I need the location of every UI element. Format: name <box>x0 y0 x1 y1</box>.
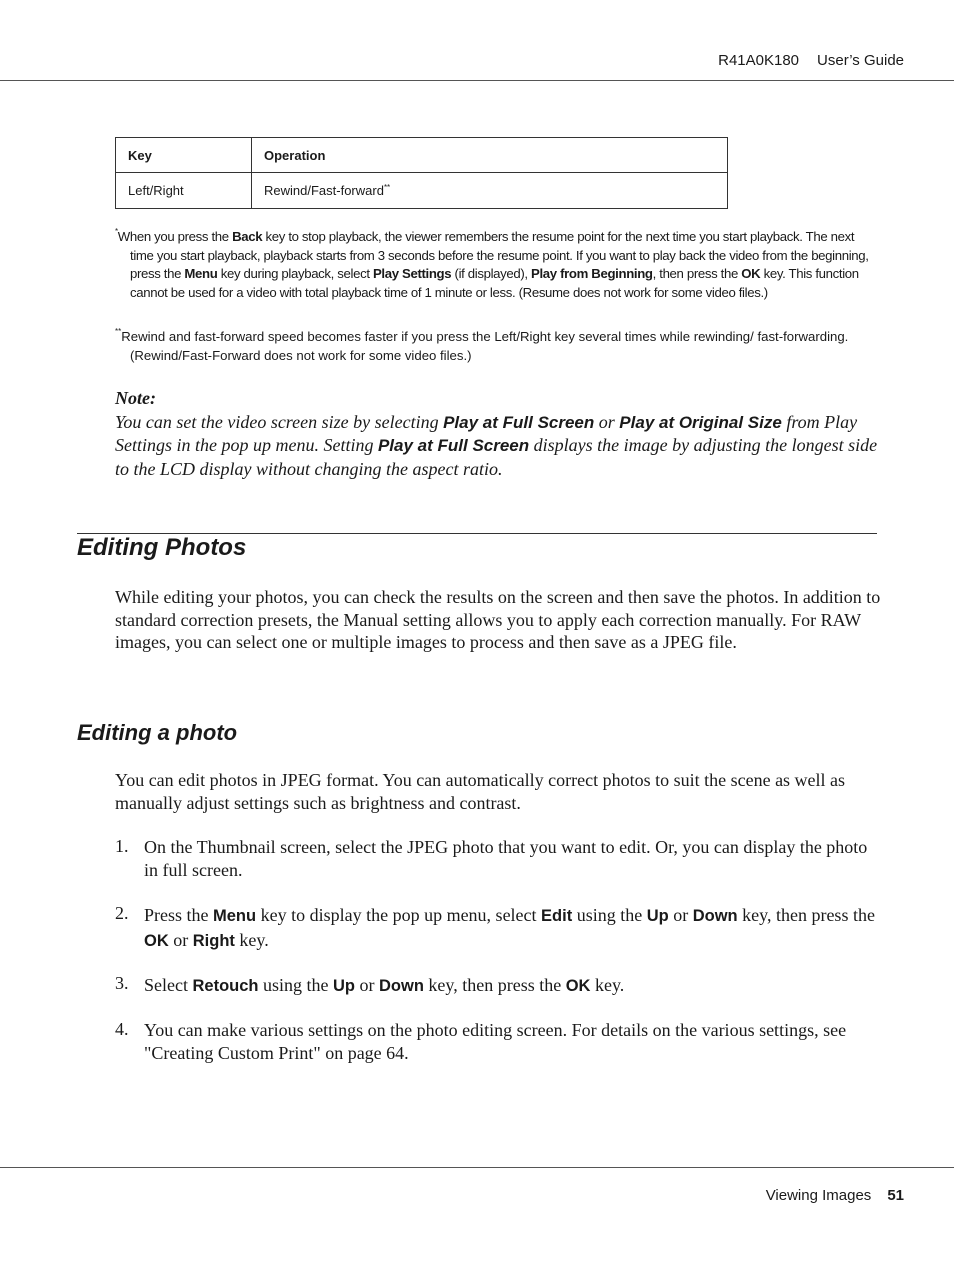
text: using the <box>572 905 647 925</box>
key-name: Down <box>692 907 738 925</box>
key-name: OK <box>565 977 591 995</box>
running-footer <box>766 1187 904 1204</box>
step-number: 3. <box>115 973 129 993</box>
note-keyword: Play at Full Screen <box>377 436 530 455</box>
note-text: from Play Settings in the pop up menu. Setting <box>115 411 858 455</box>
header-divider <box>0 80 954 81</box>
text: key to display the pop up menu, select <box>256 905 542 925</box>
step-1 <box>115 836 880 881</box>
note-keyword: Play at Full Screen <box>443 412 595 432</box>
step-3 <box>115 973 880 998</box>
fn-text: When you press the <box>117 229 233 244</box>
note-keyword: Play at Original Size <box>619 412 782 432</box>
doc-code: R41A0K180 <box>718 52 800 69</box>
section-title: Editing Photos <box>77 534 247 561</box>
subsection-title: Editing a photo <box>77 720 238 745</box>
step-text <box>144 973 880 998</box>
fn-text: key. This function cannot be used for a video with total playback time of 1 minute or less. (Resume does not work for some video files.) <box>130 266 859 300</box>
column-header-key: Key <box>116 138 252 173</box>
step-text <box>144 903 880 953</box>
text: or <box>668 905 693 925</box>
note-title: Note: <box>115 388 156 408</box>
text: Press the <box>144 905 213 925</box>
text: Select <box>144 975 193 995</box>
footnote-2 <box>115 328 880 365</box>
key-name: OK <box>144 932 169 950</box>
subsection-intro: You can edit photos in JPEG format. You can automatically correct photos to suit the scene as well as manually adjust settings such as brightness and contrast. <box>115 770 846 813</box>
step-text: On the Thumbnail screen, select the JPEG photo that you want to edit. Or, you can display the photo in full screen. <box>144 837 868 880</box>
step-number: 2. <box>115 903 129 923</box>
footnote-2-text <box>115 328 880 365</box>
key-name: Up <box>332 977 355 995</box>
text: key, then press the <box>423 975 566 995</box>
footer-divider <box>0 1167 954 1168</box>
fn-text: (if displayed), <box>451 266 532 282</box>
text: or <box>354 975 379 995</box>
step-number: 4. <box>115 1019 129 1039</box>
section-intro: While editing your photos, you can check the results on the screen and then save the photos. In addition to standard correction presets, the Manual setting allows you to apply each correction manually. For RAW images, you can select one or multiple images to process and then save as a JPEG file. <box>115 587 881 652</box>
text: using the <box>258 975 333 995</box>
footnote-1 <box>115 228 880 302</box>
fn-text: , then press the <box>652 266 742 282</box>
footnote-ref: ** <box>383 183 391 192</box>
footnote-1-text <box>115 228 880 302</box>
fn-key: Play Settings <box>372 266 452 282</box>
footnote-mark: * <box>115 227 118 236</box>
note-body <box>115 411 885 482</box>
key-name: Edit <box>541 907 573 925</box>
key-name: Down <box>378 977 424 995</box>
footnote-mark: ** <box>115 327 122 336</box>
footer-section-name: Viewing Images <box>765 1187 872 1204</box>
running-header <box>718 52 904 69</box>
column-header-operation: Operation <box>252 138 728 173</box>
step-number: 1. <box>115 836 129 856</box>
fn-text: key to stop playback, the viewer remembers the resume point for the next time you start playback. The next time you start playback, playback starts from 3 seconds before the resume point. If you want to play back the video from the beginning, press the <box>130 229 869 282</box>
text: key, then press the <box>737 905 875 925</box>
doc-title: User’s Guide <box>817 52 904 69</box>
key-name: Right <box>192 932 235 950</box>
note-text: displays the image by adjusting the longest side to the LCD display without changing the aspect ratio. <box>115 435 878 479</box>
text: or <box>168 930 193 950</box>
fn-key: Menu <box>184 266 218 282</box>
step-4 <box>115 1019 880 1064</box>
text: key. <box>590 975 625 995</box>
operation-text: Rewind/Fast-forward <box>264 183 384 198</box>
step-text: You can make various settings on the photo editing screen. For details on the various settings, see "Creating Custom Print" on page 64. <box>144 1020 847 1063</box>
key-name: Up <box>646 907 669 925</box>
key-operation-table <box>115 137 728 209</box>
fn-key: Back <box>232 229 263 244</box>
key-name: Retouch <box>192 977 259 995</box>
text: key. <box>234 930 269 950</box>
note-block <box>115 387 885 481</box>
fn-text: key during playback, select <box>217 266 373 282</box>
key-name: Menu <box>213 907 257 925</box>
page-number: 51 <box>887 1187 904 1204</box>
key-cell: Left/Right <box>116 173 252 209</box>
table-row <box>116 173 728 209</box>
fn-key: Play from Beginning <box>531 266 653 282</box>
operation-cell <box>252 173 728 209</box>
note-text: or <box>594 411 620 432</box>
table-header-row <box>116 138 728 173</box>
step-2 <box>115 903 880 953</box>
note-text: You can set the video screen size by selecting <box>115 411 444 432</box>
fn-key: OK <box>741 266 761 282</box>
fn-text: Rewind and fast-forward speed becomes faster if you press the Left/Right key several times while rewinding/ fast-forwarding. (Rewind/Fast-Forward does not work for some video files.) <box>121 329 849 363</box>
